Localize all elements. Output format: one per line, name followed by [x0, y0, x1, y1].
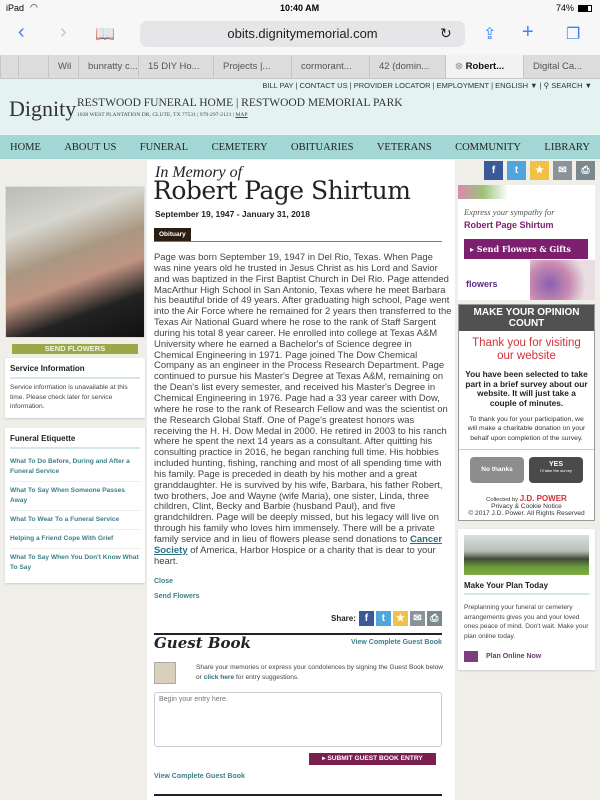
cemetery-image: [464, 535, 589, 575]
wifi-icon: ◠: [30, 2, 38, 12]
browser-tab[interactable]: Digital Ca...: [523, 55, 600, 78]
sympathy-name: Robert Page Shirtum: [464, 220, 554, 230]
obituary-text: [154, 253, 452, 603]
service-info-title: Service Information: [10, 364, 140, 379]
plan-text: Preplanning your funeral or cemetery arrangements gives you and your loved ones peace of mind. Don't wait. Make your plan online today.: [464, 604, 589, 641]
facebook-icon[interactable]: f: [484, 161, 503, 180]
bookmarks-icon[interactable]: 📖: [95, 26, 115, 43]
collected-text: Collected by: [486, 497, 520, 504]
tabs-icon[interactable]: ❐: [566, 26, 581, 43]
browser-tab[interactable]: cormorant...: [291, 55, 369, 78]
star-icon[interactable]: ★: [530, 161, 549, 180]
etiquette-link[interactable]: Helping a Friend Cope With Grief: [10, 530, 140, 549]
etiquette-link[interactable]: What To Do Before, During and After a Funeral Service: [10, 453, 140, 482]
share-label: Share:: [331, 614, 356, 623]
print-icon[interactable]: ⎙: [427, 611, 442, 626]
funeral-home-name: RESTWOOD FUNERAL HOME | RESTWOOD MEMORIAL PARK: [77, 97, 403, 109]
browser-tab[interactable]: 15 DIY Ho...: [138, 55, 213, 78]
collected-by: [459, 490, 594, 503]
plan-online-link[interactable]: [464, 651, 589, 662]
etiquette-title: Funeral Etiquette: [10, 434, 140, 449]
nav-veterans[interactable]: VETERANS: [376, 142, 432, 153]
deceased-photo: [5, 186, 145, 338]
address-text: 1038 WEST PLANTATION DR, CLUTE, TX 77531 | 979-297-2121 |: [77, 112, 236, 118]
flowers-decoration: [458, 185, 508, 199]
email-icon[interactable]: ✉: [553, 161, 572, 180]
print-icon[interactable]: ⎙: [576, 161, 595, 180]
jd-power-logo: J.D. POWER: [519, 494, 567, 504]
survey-buttons: [459, 450, 594, 490]
survey-box: [458, 304, 595, 521]
flowers-ad: [458, 185, 595, 300]
obituary-main: [147, 160, 455, 800]
survey-donation: To thank you for your participation, we will make a charitable donation on your behalf upon completion of the survey.: [459, 409, 594, 450]
close-link[interactable]: Close: [154, 578, 174, 586]
utility-links[interactable]: BILL PAY | CONTACT US | PROVIDER LOCATOR | EMPLOYMENT | ENGLISH ▼ | ⚲ SEARCH ▼: [262, 81, 592, 90]
life-dates: September 19, 1947 - January 31, 2018: [155, 209, 310, 219]
twitter-icon[interactable]: t: [376, 611, 391, 626]
address: [77, 112, 248, 118]
send-flowers-link[interactable]: Send Flowers: [154, 593, 200, 601]
click-here-link[interactable]: click here: [203, 674, 235, 681]
intro-text: Share your memories or express your condolences by signing the Guest Book below or: [196, 664, 444, 681]
close-tab-icon[interactable]: ⊗: [455, 61, 466, 72]
yes-button[interactable]: [529, 457, 583, 483]
share-icons: [458, 160, 595, 181]
dignity-logo[interactable]: Dignity: [9, 96, 77, 121]
laptop-icon: [464, 651, 478, 662]
facebook-icon[interactable]: f: [359, 611, 374, 626]
guest-book-intro: [196, 663, 444, 683]
main-nav: [0, 135, 600, 159]
service-info-text: Service information is unavailable at this time. Please check later for service information.: [10, 384, 128, 410]
device-label: iPad: [6, 3, 25, 13]
send-flowers-button[interactable]: SEND FLOWERS: [12, 344, 138, 354]
nav-community[interactable]: COMMUNITY: [455, 142, 522, 153]
browser-tab[interactable]: bunratty c...: [78, 55, 138, 78]
share-icon[interactable]: ⇪: [483, 26, 497, 43]
guest-book-entry-input[interactable]: [154, 692, 442, 747]
browser-tab-active[interactable]: [445, 55, 523, 78]
nav-cemetery[interactable]: CEMETERY: [211, 142, 268, 153]
star-icon[interactable]: ★: [393, 611, 408, 626]
tab-title: Robert...: [465, 61, 505, 72]
intro-text-end: for entry suggestions.: [234, 674, 300, 681]
yes-label: YES: [548, 461, 563, 469]
view-guest-book-link[interactable]: View Complete Guest Book: [351, 639, 442, 646]
browser-tab[interactable]: Wil: [48, 55, 78, 78]
tab-bar: [0, 55, 600, 79]
deceased-name: Robert Page Shirtum: [153, 176, 411, 205]
guest-book-icon: [154, 662, 176, 684]
survey-thanks: Thank you for visiting our website: [472, 337, 581, 362]
plan-card: [458, 529, 595, 670]
express-sympathy: Express your sympathy for: [464, 207, 555, 217]
site-header: [0, 79, 600, 135]
plan-online-label: Plan Online Now: [486, 652, 542, 660]
etiquette-link[interactable]: What To Say When Someone Passes Away: [10, 482, 140, 511]
nav-obituaries[interactable]: OBITUARIES: [291, 142, 354, 153]
tab-blank[interactable]: [0, 55, 18, 78]
address-bar[interactable]: [140, 21, 465, 47]
obituary-body: Page was born September 19, 1947 in Del Rio, Texas. When Page was nine years old he trusted in Jesus Christ as his Lord and Savior and was baptized in the First Baptist Church in Del Rio. Page attended MacArthur High School in San Antonio, Texas where he meet Barbara his beautiful bride of 49 years. After graduating high school, Page went into the Air Force where he remained for 2 years then transferred to the Texas Air National Guard where he rose to the rank of Staff Sargent during his total 8 year career. He enrolled into college at Texas A&M University where he earned a Bachelor's of Science degree in Chemical Engineering in 1971. Page joined The Dow Chemical Company as an engineer in the Process Research Department. Page continued to pursue his Master's Degree at Texas A&M, remaining on the Dean's list every semester, and received his Master's Degree in Chemical Engineering in 1976. Page had a 33 year career with Dow, where he rose to the rank of Research Fellow and was the scientist on the Research Global Staff. One of Page's greatest honors was receiving the H. H. Dow Medal in 2000. He retired in 2003 to his ranch where he spent the next 14 years as a consultant. After quitting his consulting practice in 2016, he began ranching full time. His hobbies included hunting, fishing, ranching and most of all spending time with his family. Page is preceded in death by his mother and a great granddaughter. He is survived by his wife, Barbara, his father Robert, two brothers, Joe and Wayne (wife Maria), one sister, Linda, three children, Clint, Becky and Barbie (husband Paul), and five grandchildren. Page will be deeply missed, but his legacy will live on through his family who loves him immensely. There will be a private family service and in lieu of flowers please send donations to: [154, 252, 452, 545]
nav-library[interactable]: LIBRARY: [544, 142, 590, 153]
tab-obituary[interactable]: Obituary: [154, 228, 191, 241]
email-icon[interactable]: ✉: [410, 611, 425, 626]
battery-percent: 74%: [556, 3, 575, 13]
back-icon[interactable]: ‹: [18, 21, 25, 43]
copyright: © 2017 J.D. Power. All Rights Reserved: [468, 510, 585, 518]
status-bar: [0, 0, 600, 18]
browser-tab[interactable]: Projects |...: [213, 55, 291, 78]
submit-entry-button[interactable]: ▸ SUBMIT GUEST BOOK ENTRY: [309, 753, 436, 765]
forward-icon[interactable]: ›: [60, 21, 67, 43]
service-info-box: [5, 358, 145, 418]
etiquette-box: [5, 428, 145, 583]
divider: [154, 241, 442, 242]
etiquette-link[interactable]: What To Wear To a Funeral Service: [10, 511, 140, 530]
survey-header: MAKE YOUR OPINION COUNT: [459, 305, 594, 331]
guest-book-title: Guest Book: [154, 634, 251, 652]
divider: [154, 794, 442, 796]
browser-tab[interactable]: 42 (domin...: [369, 55, 445, 78]
reload-icon[interactable]: ↻: [440, 25, 452, 41]
cancer-society-link[interactable]: Cancer Society: [154, 533, 443, 556]
in-memory-label: In Memory of: [155, 164, 243, 181]
plan-title: Make Your Plan Today: [464, 581, 589, 595]
browser-toolbar: [0, 18, 600, 55]
browser-tab[interactable]: [18, 55, 48, 78]
no-thanks-button[interactable]: No thanks: [470, 457, 524, 483]
survey-selected: You have been selected to take part in a brief survey about our website. It will just take a couple of minutes.: [465, 369, 588, 409]
share-bar: [331, 611, 442, 626]
map-link[interactable]: MAP: [235, 112, 248, 118]
privacy-link[interactable]: Privacy & Cookie Notice: [491, 503, 562, 511]
view-guest-book-link-bottom[interactable]: View Complete Guest Book: [154, 773, 245, 780]
nav-home[interactable]: HOME: [10, 142, 41, 153]
send-flowers-gifts-button[interactable]: ▸ Send Flowers & Gifts: [464, 239, 588, 259]
1800flowers-logo: flowers: [466, 279, 498, 289]
nav-funeral[interactable]: FUNERAL: [139, 142, 189, 153]
flowers-image: [530, 260, 595, 300]
url-text: obits.dignitymemorial.com: [227, 26, 378, 41]
left-sidebar: [5, 186, 145, 583]
obituary-body-end: of America, Harbor Hospice or a charity that is dear to your heart.: [154, 544, 436, 567]
new-tab-icon[interactable]: +: [522, 21, 534, 43]
battery-icon: [578, 5, 592, 12]
right-sidebar: [458, 160, 595, 670]
etiquette-link[interactable]: What To Say When You Don't Know What To Say: [10, 553, 139, 571]
twitter-icon[interactable]: t: [507, 161, 526, 180]
yes-sublabel: I'll take the survey: [540, 468, 572, 474]
clock: 10:40 AM: [280, 3, 320, 13]
nav-about[interactable]: ABOUT US: [64, 142, 117, 153]
